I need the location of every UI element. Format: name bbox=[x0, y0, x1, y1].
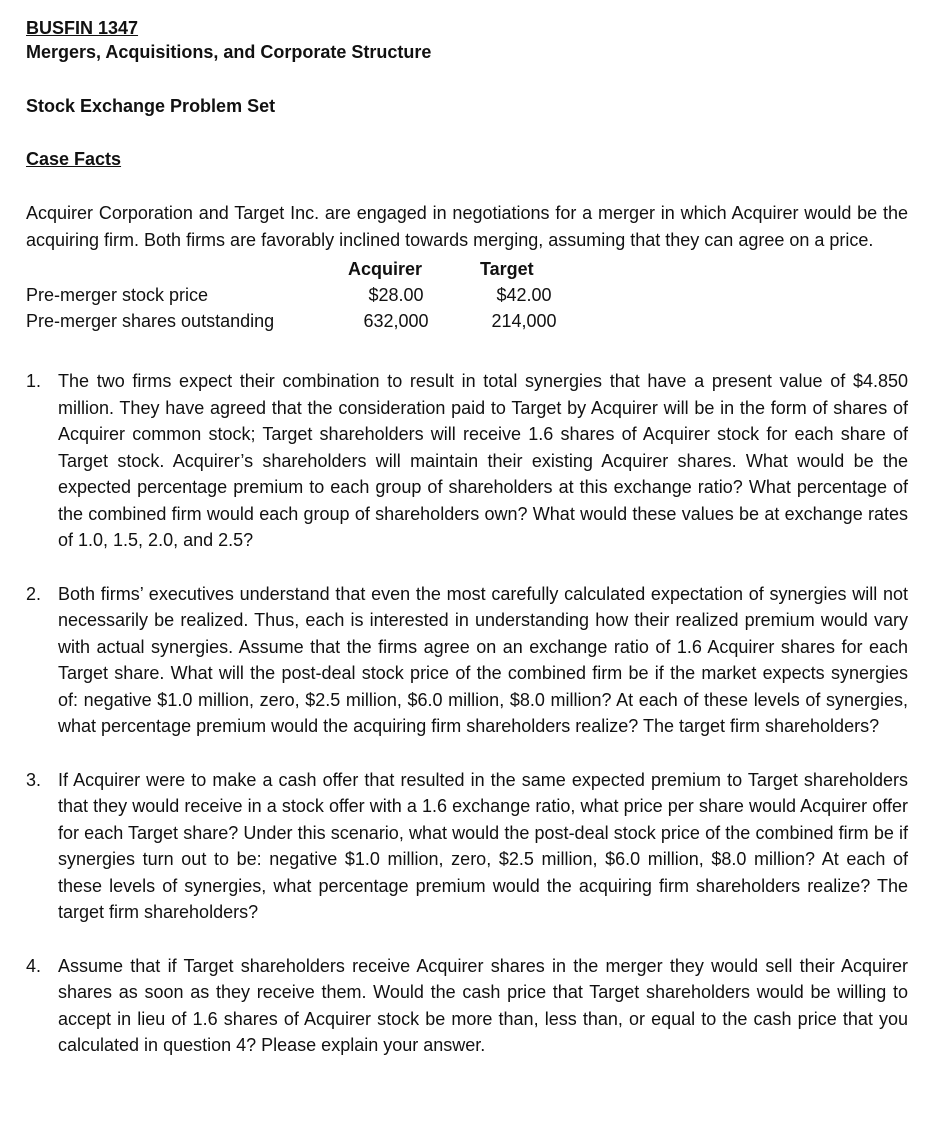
question-text: Both firms’ executives understand that even the most carefully calculated expectation of synergies will not necessarily be realized. Thus, each is interested in understanding how their realized premium would vary with actual synergies. Assume that the firms agree on an exchange ratio of 1.6 Acquirer shares for each Target share. What will the post-deal stock price of the combined firm be if the market expects synergies of: negative $1.0 million, zero, $2.5 million, $6.0 million, $8.0 million? At each of these levels of synergies, what percentage premium would the acquiring firm shareholders realize? The target firm shareholders? bbox=[58, 583, 908, 736]
question-item bbox=[26, 368, 908, 554]
column-header-target: Target bbox=[480, 259, 534, 279]
question-number: 4. bbox=[26, 955, 42, 976]
case-facts-heading: Case Facts bbox=[26, 149, 122, 169]
row-label-shares-outstanding: Pre-merger shares outstanding bbox=[26, 311, 275, 331]
case-facts-table bbox=[26, 256, 910, 332]
cell-target-shares-outstanding: 214,000 bbox=[491, 311, 557, 331]
question-number: 1. bbox=[26, 371, 42, 391]
question-number: 2. bbox=[26, 583, 42, 604]
case-facts-intro: Acquirer Corporation and Target Inc. are engaged in negotiations for a merger in which Acquirer would be the acquiring firm. Both firms are favorably inclined towards merging, assuming that they can agree on a price. bbox=[26, 203, 908, 250]
cell-acquirer-stock-price: $28.00 bbox=[368, 285, 424, 305]
cell-target-stock-price: $42.00 bbox=[496, 285, 552, 305]
question-text: The two firms expect their combination to result in total synergies that have a present value of $4.850 million. They have agreed that the consideration paid to Target by Acquirer will be in the form of shares of Acquirer common stock; Target shareholders will receive 1.6 shares of Acquirer stock for each share of Target stock. Acquirer’s shareholders will maintain their existing Acquirer shares. What would be the expected percentage premium to each group of shareholders at this exchange ratio? What percentage of the combined firm would each group of shareholders own? What would these values be at exchange rates of 1.0, 1.5, 2.0, and 2.5? bbox=[58, 371, 908, 550]
question-list bbox=[26, 368, 910, 1059]
problem-set-title: Stock Exchange Problem Set bbox=[26, 96, 276, 116]
row-label-stock-price: Pre-merger stock price bbox=[26, 285, 209, 305]
course-code: BUSFIN 1347 bbox=[26, 18, 139, 38]
cell-acquirer-shares-outstanding: 632,000 bbox=[363, 311, 429, 331]
course-title: Mergers, Acquisitions, and Corporate Structure bbox=[26, 42, 432, 62]
question-number: 3. bbox=[26, 769, 42, 790]
question-item bbox=[26, 953, 908, 1059]
question-text: If Acquirer were to make a cash offer that resulted in the same expected premium to Target shareholders that they would receive in a stock offer with a 1.6 exchange ratio, what price per share would Acquirer offer for each Target share? Under this scenario, what would the post-deal stock price of the combined firm be if synergies turn out to be: negative $1.0 million, zero, $2.5 million, $6.0 million, $8.0 million? At each of these levels of synergies, what percentage premium would the acquiring firm shareholders realize? The target firm shareholders? bbox=[58, 769, 908, 922]
question-item bbox=[26, 767, 908, 926]
question-item bbox=[26, 581, 908, 740]
question-text: Assume that if Target shareholders receive Acquirer shares in the merger they would sell their Acquirer shares as soon as they receive them. Would the cash price that Target shareholders would be willing to accept in lieu of 1.6 shares of Acquirer stock be more than, less than, or equal to the cash price that you calculated in question 4? Please explain your answer. bbox=[58, 955, 908, 1055]
column-header-acquirer: Acquirer bbox=[348, 259, 423, 279]
